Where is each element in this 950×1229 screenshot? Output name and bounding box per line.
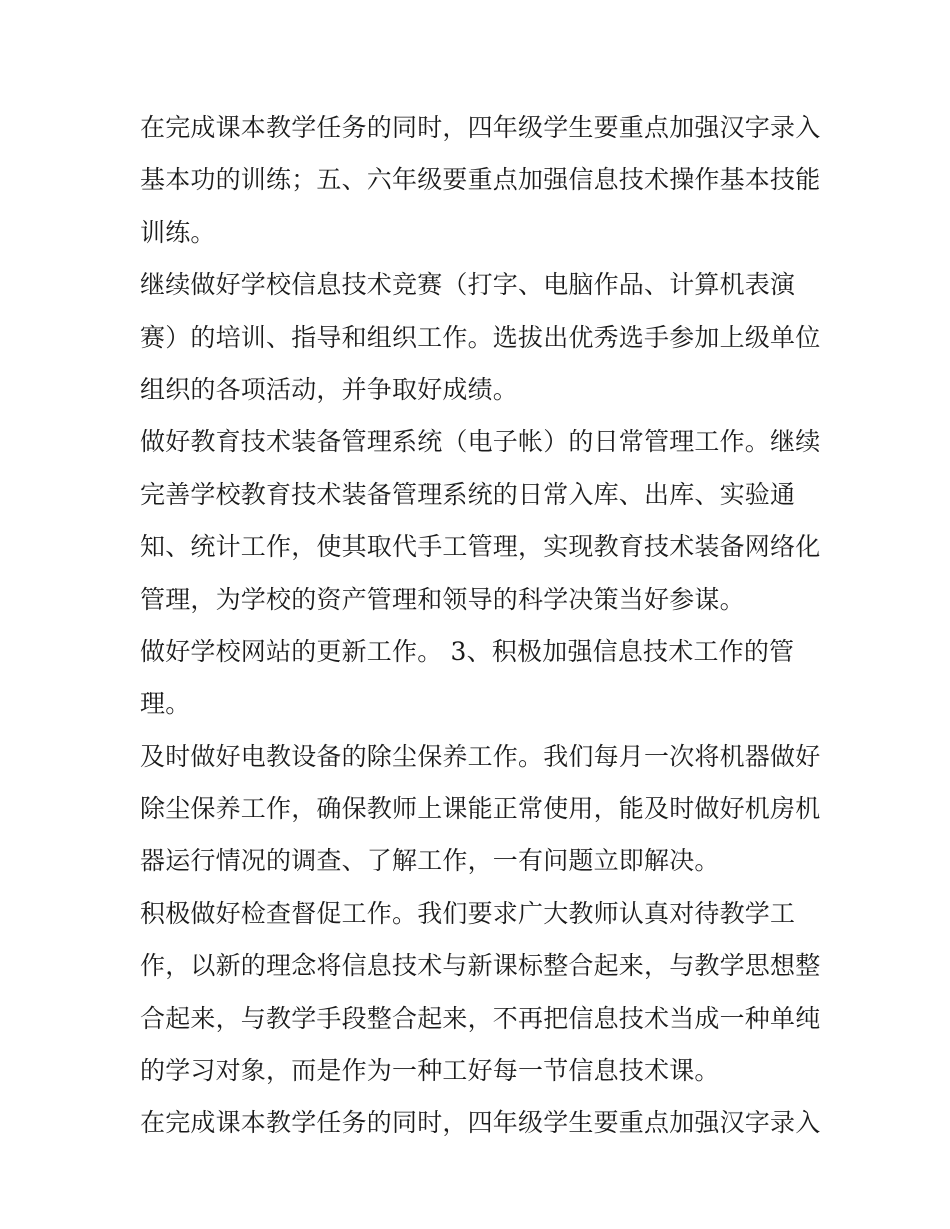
text-line: 合起来，与教学手段整合起来，不再把信息技术当成一种单纯 xyxy=(140,1003,821,1033)
text-line: 赛）的培训、指导和组织工作。选拔出优秀选手参加上级单位 xyxy=(140,322,821,352)
text-line: 组织的各项活动，并争取好成绩。 xyxy=(140,374,519,404)
text-line: 管理，为学校的资产管理和领导的科学决策当好参谋。 xyxy=(140,584,745,614)
text-line: 作，以新的理念将信息技术与新课标整合起来，与教学思想整 xyxy=(140,951,821,981)
text-line: 做好教育技术装备管理系统（电子帐）的日常管理工作。继续 xyxy=(140,427,821,457)
text-line: 理。 xyxy=(140,689,191,719)
text-line: 积极做好检查督促工作。我们要求广大教师认真对待教学工 xyxy=(140,898,796,928)
text-line: 基本功的训练；五、六年级要重点加强信息技术操作基本技能 xyxy=(140,165,821,195)
text-line: 及时做好电教设备的除尘保养工作。我们每月一次将机器做好 xyxy=(140,741,821,771)
text-line: 完善学校教育技术装备管理系统的日常入库、出库、实验通 xyxy=(140,479,796,509)
text-line: 训练。 xyxy=(140,217,216,247)
text-line: 除尘保养工作，确保教师上课能正常使用，能及时做好机房机 xyxy=(140,794,821,824)
text-line: 继续做好学校信息技术竞赛（打字、电脑作品、计算机表演 xyxy=(140,270,796,300)
text-line: 在完成课本教学任务的同时，四年级学生要重点加强汉字录入 xyxy=(140,113,821,142)
text-line: 在完成课本教学任务的同时，四年级学生要重点加强汉字录入 xyxy=(140,1108,821,1138)
text-line: 做好学校网站的更新工作。 3、积极加强信息技术工作的管 xyxy=(140,636,795,666)
text-line: 知、统计工作，使其取代手工管理，实现教育技术装备网络化 xyxy=(140,532,821,562)
text-line: 的学习对象，而是作为一种工好每一节信息技术课。 xyxy=(140,1056,720,1086)
document-body xyxy=(140,102,820,1150)
text-line: 器运行情况的调查、了解工作，一有问题立即解决。 xyxy=(140,846,720,876)
